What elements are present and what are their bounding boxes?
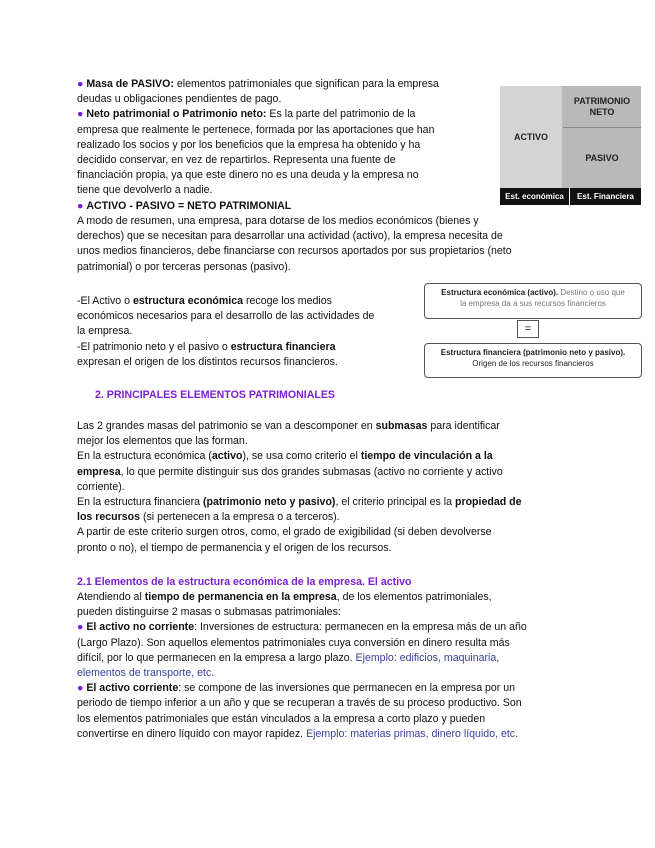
bullet-icon: ● bbox=[77, 199, 84, 212]
line: pronto o no), el tiempo de permanencia y el origen de los recursos. bbox=[77, 541, 392, 554]
example-text: Ejemplo: edificios, maquinaria, bbox=[355, 651, 500, 664]
text: : Inversiones de estructura: permanecen en la empresa más de un año bbox=[194, 621, 527, 634]
est-financiera-label: Est. Financiera bbox=[570, 188, 641, 205]
text: En la estructura económica ( bbox=[77, 450, 212, 463]
text: Las 2 grandes masas del patrimonio se van a descomponer en bbox=[77, 420, 376, 432]
line: unos medios financieros, debe financiarse con recursos aportados por sus propietarios (neto bbox=[77, 245, 512, 258]
text: En la estructura financiera bbox=[77, 496, 204, 509]
line: financiación propia, ya que este dinero no es una deuda y la empresa no bbox=[77, 169, 419, 182]
line bbox=[429, 287, 637, 298]
line: Origen de los recursos financieros bbox=[472, 359, 594, 368]
line: la empresa. bbox=[77, 325, 133, 338]
line bbox=[77, 510, 647, 525]
line: deudas u obligaciones pendientes de pago. bbox=[77, 93, 282, 106]
bold-text: El activo corriente bbox=[86, 682, 179, 695]
pasivo-definition bbox=[77, 77, 497, 214]
text: Destino o uso que bbox=[558, 288, 625, 297]
patrimonio-neto-cell: PATRIMONIO NETO bbox=[563, 86, 641, 128]
bold-text: propiedad de bbox=[454, 496, 522, 509]
est-economica-label: Est. económica bbox=[500, 188, 570, 205]
text: para identificar bbox=[427, 420, 500, 432]
line bbox=[77, 465, 647, 480]
line: la empresa da a sus recursos financieros bbox=[460, 299, 606, 308]
line: económicos necesarios para el desarrollo de las actividades de bbox=[77, 310, 375, 323]
line bbox=[77, 199, 497, 214]
bold-text: activo bbox=[211, 450, 243, 463]
text: -El Activo o bbox=[77, 295, 133, 307]
line bbox=[77, 77, 497, 92]
line: expresan el origen de los distintos recursos financieros. bbox=[77, 355, 338, 368]
line: realizado los socios y por los beneficios que la empresa ha obtenido y ha bbox=[77, 138, 421, 151]
text: convertirse en dinero líquido con mayor rapidez. bbox=[77, 727, 307, 740]
line bbox=[77, 495, 647, 510]
text: -El patrimonio neto y el pasivo o bbox=[77, 340, 231, 353]
line bbox=[77, 294, 417, 309]
bullet-icon: ● bbox=[77, 78, 84, 90]
resumen-paragraph bbox=[77, 214, 637, 275]
text: recoge los medios bbox=[243, 295, 332, 307]
line: mejor los elementos que las forman. bbox=[77, 435, 248, 448]
bold-text: estructura económica bbox=[132, 295, 244, 307]
line bbox=[77, 107, 497, 122]
line bbox=[77, 449, 647, 464]
bold-text: Estructura financiera (patrimonio neto y pasivo). bbox=[440, 348, 626, 357]
line bbox=[77, 651, 647, 666]
bold-text: tiempo de permanencia en la empresa bbox=[144, 591, 337, 603]
activo-cell: ACTIVO bbox=[500, 86, 563, 188]
bold-text: (patrimonio neto y pasivo) bbox=[203, 496, 336, 509]
bold-text: Estructura económica (activo). bbox=[441, 288, 559, 297]
text: (si pertenecen a la empresa o a terceros). bbox=[140, 511, 340, 524]
line bbox=[77, 590, 647, 605]
example-text: Ejemplo: materias primas, dinero líquido, etc. bbox=[306, 727, 519, 740]
pasivo-cell: PASIVO bbox=[563, 128, 641, 188]
line: corriente). bbox=[77, 480, 125, 493]
bold-text: submasas bbox=[375, 420, 428, 432]
equals-box: = bbox=[517, 320, 539, 338]
line: empresa que realmente le pertenece, formada por las aportaciones que han bbox=[77, 123, 435, 136]
bold-text: empresa bbox=[77, 465, 121, 478]
text: Es la parte del patrimonio de la bbox=[266, 108, 416, 121]
line bbox=[77, 419, 647, 434]
text: ), se usa como criterio el bbox=[242, 450, 361, 463]
example-line: elementos de transporte, etc. bbox=[77, 667, 215, 680]
formula: ACTIVO - PASIVO = NETO PATRIMONIAL bbox=[86, 199, 292, 212]
line bbox=[77, 727, 647, 742]
line: periodo de tiempo inferior a un año y que se recuperan a través de su proceso productivo. Son bbox=[77, 697, 522, 710]
line: los elementos patrimoniales que están vinculados a la empresa a corto plazo y pueden bbox=[77, 712, 486, 725]
balance-sheet-diagram bbox=[500, 86, 641, 205]
estructura-paragraph bbox=[77, 294, 417, 370]
line: (Largo Plazo). Son aquellos elementos patrimoniales cuya conversión en dinero resulta más bbox=[77, 636, 510, 649]
bold-text: tiempo de vinculación a la bbox=[360, 450, 493, 463]
text: : se compone de las inversiones que permanecen en la empresa por un bbox=[178, 682, 516, 695]
text: , lo que permite distinguir sus dos grandes submasas (activo no corriente y activo bbox=[120, 465, 503, 478]
bold-text: El activo no corriente bbox=[86, 621, 195, 634]
line bbox=[77, 340, 417, 355]
line: patrimonial) o por terceras personas (pasivo). bbox=[77, 260, 291, 273]
estructura-economica-box bbox=[424, 283, 642, 319]
text: , el criterio principal es la bbox=[335, 496, 455, 509]
section-2-body bbox=[77, 419, 647, 556]
bullet-icon: ● bbox=[77, 108, 84, 121]
text: elementos patrimoniales que significan para la empresa bbox=[173, 78, 439, 90]
neto-label: Neto patrimonial o Patrimonio neto: bbox=[86, 108, 267, 121]
section-2-heading: 2. PRINCIPALES ELEMENTOS PATRIMONIALES bbox=[95, 389, 335, 401]
section-2-1-body bbox=[77, 590, 647, 742]
bullet-icon: ● bbox=[77, 682, 84, 695]
bold-text: los recursos bbox=[77, 511, 141, 524]
line: A modo de resumen, una empresa, para dotarse de los medios económicos (bienes y bbox=[77, 215, 479, 227]
text: Atendiendo al bbox=[77, 591, 145, 603]
line: derechos) que se necesitan para desarrollar una actividad (activo), la empresa necesita de bbox=[77, 230, 503, 243]
estructura-financiera-box bbox=[424, 343, 642, 378]
line: A partir de este criterio surgen otros, como, el grado de exigibilidad (si deben devolverse bbox=[77, 526, 492, 539]
line bbox=[429, 347, 637, 358]
line: pueden distinguirse 2 masas o submasas patrimoniales: bbox=[77, 606, 341, 619]
line: tiene que devolverlo a nadie. bbox=[77, 184, 213, 197]
text: , de los elementos patrimoniales, bbox=[336, 591, 492, 603]
bold-text: estructura financiera bbox=[230, 340, 336, 353]
line bbox=[77, 620, 647, 635]
section-2-1-heading: 2.1 Elementos de la estructura económica de la empresa. El activo bbox=[77, 576, 412, 588]
masa-label: Masa de PASIVO: bbox=[86, 78, 174, 90]
line: decidido conservar, en vez de repartirlos. Representa una fuente de bbox=[77, 154, 396, 167]
text: difícil, por lo que permanecen en la empresa a largo plazo. bbox=[77, 651, 356, 664]
line bbox=[77, 681, 647, 696]
bullet-icon: ● bbox=[77, 621, 84, 634]
